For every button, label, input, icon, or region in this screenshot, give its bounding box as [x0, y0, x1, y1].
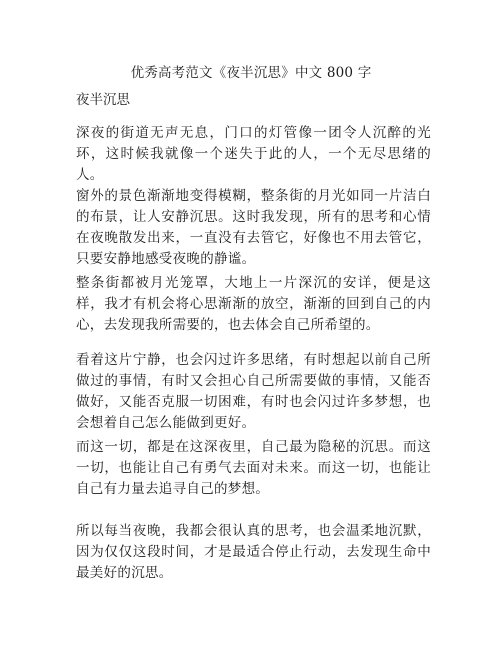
essay-heading: 夜半沉思	[76, 92, 130, 108]
document-title: 优秀高考范文《夜半沉思》中文 800 字	[130, 65, 372, 81]
paragraph-3: 整条街都被月光笼罩，大地上一片深沉的安详，便是这样，我才有机会将心思渐渐的放空，渐渐的回到自己的内心，去发现我所需要的，也去体会自己所希望的。	[76, 275, 431, 333]
paragraph-1: 深夜的街道无声无息，门口的灯管像一团令人沉醉的光环，这时候我就像一个迷失于此的人，一个无尽思绪的人。	[76, 125, 431, 183]
paragraph-6: 所以每当夜晚，我都会很认真的思考，也会温柔地沉默，因为仅仅这段时间，才是最适合停止行动，去发现生命中最美好的沉思。	[76, 523, 431, 581]
paragraph-5: 而这一切，都是在这深夜里，自己最为隐秘的沉思。而这一切，也能让自己有勇气去面对未来。而这一切，也能让自己有力量去追寻自己的梦想。	[76, 439, 431, 497]
paragraph-4: 看着这片宁静，也会闪过许多思绪，有时想起以前自己所做过的事情，有时又会担心自己所需要做的事情，又能否做好，又能否克服一切困难，有时也会闪过许多梦想，也会想着自己怎么能做到更好。	[76, 352, 431, 431]
paragraph-2: 窗外的景色渐渐地变得模糊，整条街的月光如同一片洁白的布景，让人安静沉思。这时我发现，所有的思考和心情在夜晚散发出来，一直没有去管它，好像也不用去管它，只要安静地感受夜晚的静谧。	[76, 188, 431, 267]
